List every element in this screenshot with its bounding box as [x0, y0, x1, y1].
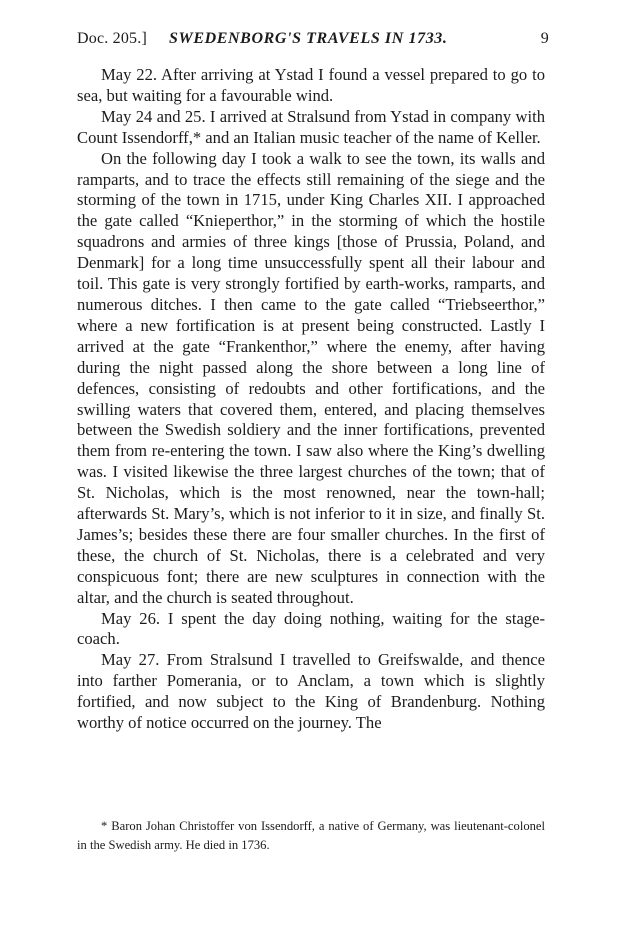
- body-text: [77, 65, 545, 734]
- footnote: [77, 817, 545, 855]
- running-header: [77, 30, 549, 54]
- document-reference: Doc. 205.]: [77, 30, 147, 47]
- paragraph-stralsund-town: On the following day I took a walk to see the town, its walls and ramparts, and to trace the effects still remaining of the siege and the storming of the town in 1715, under King Charles XII. I approached the gate called “Knieperthor,” in the storming of which the hostile squadrons and armies of three kings [those of Prussia, Poland, and Denmark] for a long time unsuccessfully spent all their labour and toil. This gate is very strongly fortified by earth-works, ramparts, and numerous ditches. I then came to the gate called “Triebseerthor,” where a new fortification is at present being constructed. Lastly I arrived at the gate “Frankenthor,” where the enemy, after having during the night passed along the shore between a long line of defences, consisting of redoubts and other fortifications, and the swilling waters that covered them, entered, and placing themselves between the Swedish soldiery and the inner fortifications, prevented them from re-entering the town. I saw also where the King’s dwelling was. I visited likewise the three largest churches of the town; that of St. Nicholas, which is the most renowned, near the town-hall; afterwards St. Mary’s, which is not inferior to it in size, and finally St. James’s; besides these there are four smaller churches. In the first of these, the church of St. Nicholas, there is a celebrated and very conspicuous font; there are new sculptures in connection with the altar, and the church is seated throughout.: [77, 148, 545, 607]
- running-title: SWEDENBORG'S TRAVELS IN 1733.: [169, 30, 448, 47]
- paragraph-may-27: May 27. From Stralsund I travelled to Greifswalde, and thence into farther Pomerania, or to Anclam, a town which is slightly fortified, and now subject to the King of Brandenburg. Nothing worthy of notice occurred on the journey. The: [77, 650, 545, 733]
- paragraph-may-26: May 26. I spent the day doing nothing, waiting for the stage-coach.: [77, 608, 545, 649]
- page-number: 9: [540, 30, 549, 47]
- footnote-text: * Baron Johan Christoffer von Issendorff, a native of Germany, was lieutenant-colonel in the Swedish army. He died in 1736.: [77, 819, 545, 852]
- paragraph-may-22: May 22. After arriving at Ystad I found a vessel prepared to go to sea, but waiting for a favourable wind.: [77, 65, 545, 105]
- paragraph-may-24-25: May 24 and 25. I arrived at Stralsund from Ystad in company with Count Issendorff,* and an Italian music teacher of the name of Keller.: [77, 106, 545, 147]
